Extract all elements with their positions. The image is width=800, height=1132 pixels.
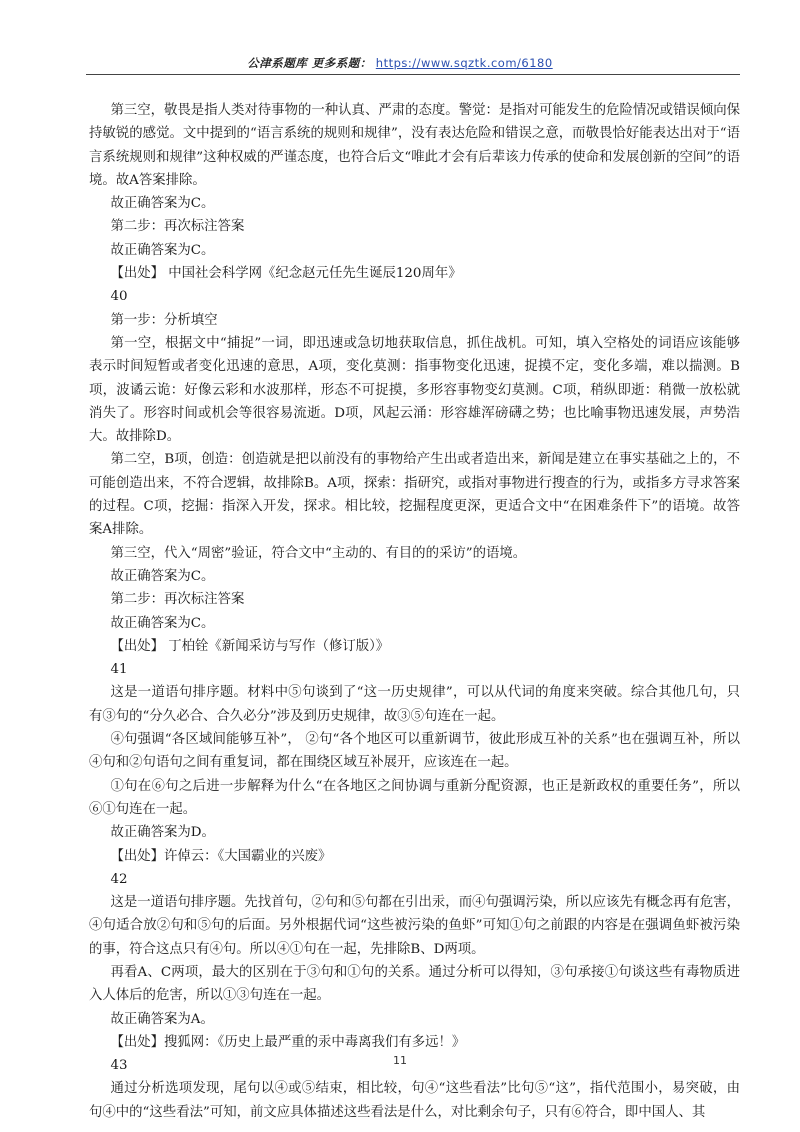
paragraph: 第二步：再次标注答案 bbox=[110, 592, 245, 608]
paragraph: 第三空，代入“周密”验证，符合文中“主动的、有目的的采访”的语境。 bbox=[110, 545, 527, 561]
page-number: 11 bbox=[393, 1054, 407, 1067]
paragraph: 第一空，根据文中“捕捉”一词，即迅速或急切地获取信息，抓住战机。可知，填入空格处的词语应该能够表示时间短暂或者变化迅速的意思，A项，变化莫测：指事物变化迅速，捉摸不定，变化多端，难以揣测。B项，波谲云诡：好像云彩和水波那样，形态不可捉摸，多形容事物变幻莫测。C项，稍纵即逝：稍微一放松就消失了。形容时间或机会等很容易流逝。D项，风起云涌：形容雄浑磅礴之势；也比喻事物迅速发展，声势浩大。故排除D。 bbox=[89, 335, 740, 445]
source-citation: 【出处】许倬云：《大国霸业的兴废》 bbox=[110, 848, 332, 864]
source-citation: 【出处】 丁柏铨《新闻采访与写作（修订版）》 bbox=[110, 638, 390, 654]
header-divider bbox=[86, 74, 740, 75]
paragraph: 故正确答案为A。 bbox=[110, 1011, 214, 1027]
paragraph: 42 bbox=[110, 871, 128, 887]
paragraph: 故正确答案为D。 bbox=[110, 825, 215, 841]
page-header bbox=[0, 55, 800, 71]
paragraph: 通过分析选项发现，尾句以④或⑤结束，相比较，句④“这些看法”比句⑤“这”，指代范围小，易突破，由句④中的“这些看法”可知，前文应具体描述这些看法是什么，对比剩余句子，只有⑥符合，即中国人、其 bbox=[89, 1081, 740, 1120]
paragraph: ①句在⑥句之后进一步解释为什么“在各地区之间协调与重新分配资源，也正是新政权的重要任务”，所以⑥①句连在一起。 bbox=[89, 778, 740, 817]
source-citation: 【出处】搜狐网：《历史上最严重的汞中毒离我们有多远！》 bbox=[110, 1034, 466, 1050]
document-body bbox=[89, 99, 740, 1124]
paragraph: ④句强调“各区域间能够互补”， ②句“各个地区可以重新调节，彼此形成互补的关系”也在强调互补，所以④句和②句语句之间有重复词，都在围绕区域互补展开，应该连在一起。 bbox=[89, 732, 740, 771]
header-label: 公津系题库 更多系题： bbox=[247, 56, 372, 70]
source-citation: 【出处】 中国社会科学网《纪念赵元任先生诞辰120周年》 bbox=[110, 266, 462, 282]
paragraph: 故正确答案为C。 bbox=[110, 196, 215, 212]
paragraph: 第一步：分析填空 bbox=[110, 312, 218, 328]
paragraph: 43 bbox=[110, 1058, 128, 1074]
paragraph: 40 bbox=[110, 289, 128, 305]
paragraph: 这是一道语句排序题。先找首句，②句和⑤句都在引出汞，而④句强调污染，所以应该先有概念再有危害，④句适合放②句和⑤句的后面。另外根据代词“这些被污染的鱼虾”可知①句之前跟的内容是在强调鱼虾被污染的事，符合这点只有④句。所以④①句在一起，先排除B、D两项。 bbox=[89, 895, 740, 957]
header-link[interactable]: https://www.sqztk.com/6180 bbox=[375, 56, 553, 70]
paragraph: 这是一道语句排序题。材料中⑤句谈到了“这一历史规律”，可以从代词的角度来突破。综合其他几句，只有③句的“分久必合、合久必分”涉及到历史规律，故③⑤句连在一起。 bbox=[89, 685, 740, 724]
paragraph: 故正确答案为C。 bbox=[110, 568, 215, 584]
paragraph: 再看A、C两项，最大的区别在于③句和①句的关系。通过分析可以得知，③句承接①句谈这些有毒物质进入人体后的危害，所以①③句连在一起。 bbox=[89, 964, 740, 1004]
paragraph: 故正确答案为C。 bbox=[110, 615, 215, 631]
paragraph: 第三空，敬畏是指人类对待事物的一种认真、严肃的态度。警觉：是指对可能发生的危险情况或错误倾向保持敏锐的感觉。文中提到的“语言系统的规则和规律”，没有表达危险和错误之意，而敬畏恰好能表达出对于“语言系统规则和规律”这种权威的严谨态度，也符合后文“唯此才会有后辈该力传承的使命和发展创新的空间”的语境。故A答案排除。 bbox=[89, 103, 740, 188]
paragraph: 第二空，B项，创造：创造就是把以前没有的事物给产生出或者造出来，新闻是建立在事实基础之上的，不可能创造出来，不符合逻辑，故排除B。A项，探索：指研究，或指对事物进行搜查的行为，或指多方寻求答案的过程。C项，挖掘：指深入开发，探求。相比较，挖掘程度更深，更适合文中“在困难条件下”的语境。故答案A排除。 bbox=[89, 452, 740, 538]
paragraph: 41 bbox=[110, 662, 128, 678]
paragraph: 第二步：再次标注答案 bbox=[110, 219, 245, 235]
paragraph: 故正确答案为C。 bbox=[110, 242, 215, 258]
